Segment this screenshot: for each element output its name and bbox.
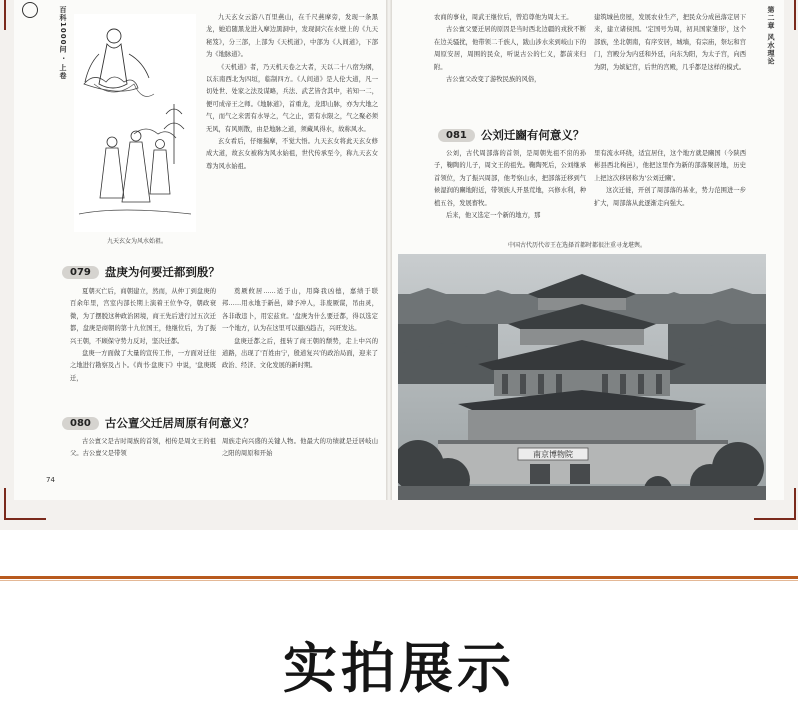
intro-text-column <box>206 12 378 248</box>
paragraph: 这次迁徙，开创了周部落的基业，势力范围进一步扩大，周部落从此逐渐走向强大。 <box>594 187 746 207</box>
right-header: 第二章 风水理论 <box>767 6 775 66</box>
paragraph: 古公亶父改变了游牧民族的风俗， <box>446 76 541 84</box>
q079-column-1 <box>70 286 216 404</box>
paragraph: 玄女看后，仔细揣摩，不觉大悟。九天玄女将此天玄女修成大道，故玄女被称为风水始祖，世代传承至今，称九天玄女尊为风水始祖。 <box>206 138 378 170</box>
question-081-heading <box>438 126 584 144</box>
paragraph: 建筑城邑房屋，发展农业生产，把民众分成邑落定居下来，建立诸侯国。'定国号为周，初具国家雏形'，这个部族，坐北朝南，有序安居，城墙，有宗庙，祭坛和宫门，宫殿分为内廷和外廷，向东为阳，为太子宫，向西为阴，为嫔妃宫，后世的宫殿，几乎都是这样的模式。 <box>594 14 746 71</box>
paragraph: 里有流水环绕，适宜居住，这个地方就是豳国（今陕西彬县西北栒邑），他把这里作为新的部落聚居地，历史上把这次移居称为'公刘迁豳'。 <box>594 150 746 182</box>
paragraph: 夏朝灭亡后，商朝建立，然而，从仲丁到盘庚的百余年里，宫室内部长期上演着王位争夺，朝政衰微，为了摆脱这种政治困境，商王先后进行过五次迁都，盘庚是商朝的第十九位国王，他继位后，为了振兴王朝，不顾保守势力反对，坚决迁都。 <box>70 288 216 345</box>
section-divider-thin <box>0 580 798 581</box>
page-number: 74 <box>46 476 55 484</box>
book-logo-icon <box>22 2 38 18</box>
paragraph: 公刘，古代周部落的首领，是周朝先祖不窋的孙子，鞠陶的儿子，周文王的祖先。鞠陶死后，公刘继承首领位，为了振兴周部，他考察山水，把部落迁移到气候湿润的豳地附近，带领族人开垦荒地，兴修水利，种植五谷，发展畜牧。 <box>434 150 586 207</box>
question-080-heading <box>62 414 254 432</box>
section-divider <box>0 576 798 579</box>
left-page <box>14 0 386 500</box>
paragraph: 后来，他又选定一个新的地方，那 <box>446 212 541 220</box>
paragraph: 古公亶父是古时周族的首领，相传是周文王的祖父。古公亶父是带领 <box>70 438 216 458</box>
paragraph: 盘庚一方面做了大量的宣传工作，一方面对迁往之地进行勘察及占卜。《尚书·盘庚下》中说，'盘庚既迁， <box>70 350 216 382</box>
q081-column-1 <box>434 148 586 236</box>
paragraph: 《天机道》者，乃天机天卷之大者，天以二十八宿为纲，以东南西北为四垣，临制四方。《人间道》是人伦大道，凡一切处世、处家之法及谋略，兵法、武艺皆含其中，若知一二，便可成帝王之师。《地脉道》，首重龙，龙即山脉，亦为大地之气，而气之来需有水导之，气之止，需有水限之，气之聚必须无风，有风则散，由是地脉之道，须藏风得水，故称风水。 <box>206 63 378 133</box>
q080-column-1 <box>70 436 216 462</box>
question-title: 公刘迁豳有何意义？ <box>480 128 585 142</box>
right-top-column-1 <box>434 12 586 116</box>
q079-column-2 <box>222 286 378 404</box>
question-079-heading <box>62 263 220 281</box>
q081-column-2 <box>594 148 746 236</box>
q080-column-2 <box>222 436 378 462</box>
palace-photograph <box>398 254 766 500</box>
right-top-column-2 <box>594 12 746 116</box>
question-number: 080 <box>62 417 99 430</box>
section-title: 实拍展示 <box>283 637 515 700</box>
paragraph: 周族走向兴盛的关键人物。他最大的功绩就是迁居岐山之阳的周原和开始 <box>222 438 378 458</box>
photo-caption: 中国古代历代帝王在选择首都时都很注重寻龙堪舆。 <box>507 242 646 249</box>
paragraph: 古公亶父要迁居的原因是当时西北边疆的戎狄不断在边关骚扰，他带领二千族人，跋山涉水来到岐山下的周原安居，周围的民众，听说古公的仁义，都前来归附。 <box>434 26 586 71</box>
illustration-nine-heaven-goddess <box>74 14 196 232</box>
question-number: 079 <box>62 266 99 279</box>
paragraph: 奠厥攸居……适于山，用降我凶德，嘉绩于联邦……用永地于新邑，肆予冲人，非废厥谋，吊由灵，各非敢违卜，用宏兹贲。'盘庚为什么要迁都，得以选定一个地方，认为在这里可以避凶趋吉，兴旺发达。 <box>222 288 378 333</box>
paragraph: 九天玄女云游八百里燕山，在千尺燕摩旁，发现一条黑龙，她追随黑龙进入摩边黑洞中，发现洞穴在水壁上的《九天秘笈》，分三部，上部为《天机道》，中部为《人间道》，下部为《地脉道》。 <box>206 14 378 59</box>
paragraph: 盘庚迁都之后，扭转了商王朝的颓势，走上中兴的道路，出现了'百姓由宁，殷道复兴'的政治局面，迎来了政治、经济、文化发展的新时期。 <box>222 337 378 370</box>
photo-sign-text: 南京博物院 <box>533 450 573 459</box>
question-number: 081 <box>438 129 475 142</box>
paragraph: 农商的事业，周武王继位后，曾追尊他为周太王。 <box>434 14 573 21</box>
question-title: 古公亶父迁居周原有何意义？ <box>104 416 255 430</box>
illustration-caption: 九天玄女为风水始祖。 <box>106 238 167 245</box>
corner-bracket-top-right <box>784 0 796 30</box>
left-header: 百科1000问 · 上卷 <box>59 6 67 81</box>
question-title: 盘庚为何要迁都到殷？ <box>104 265 220 279</box>
